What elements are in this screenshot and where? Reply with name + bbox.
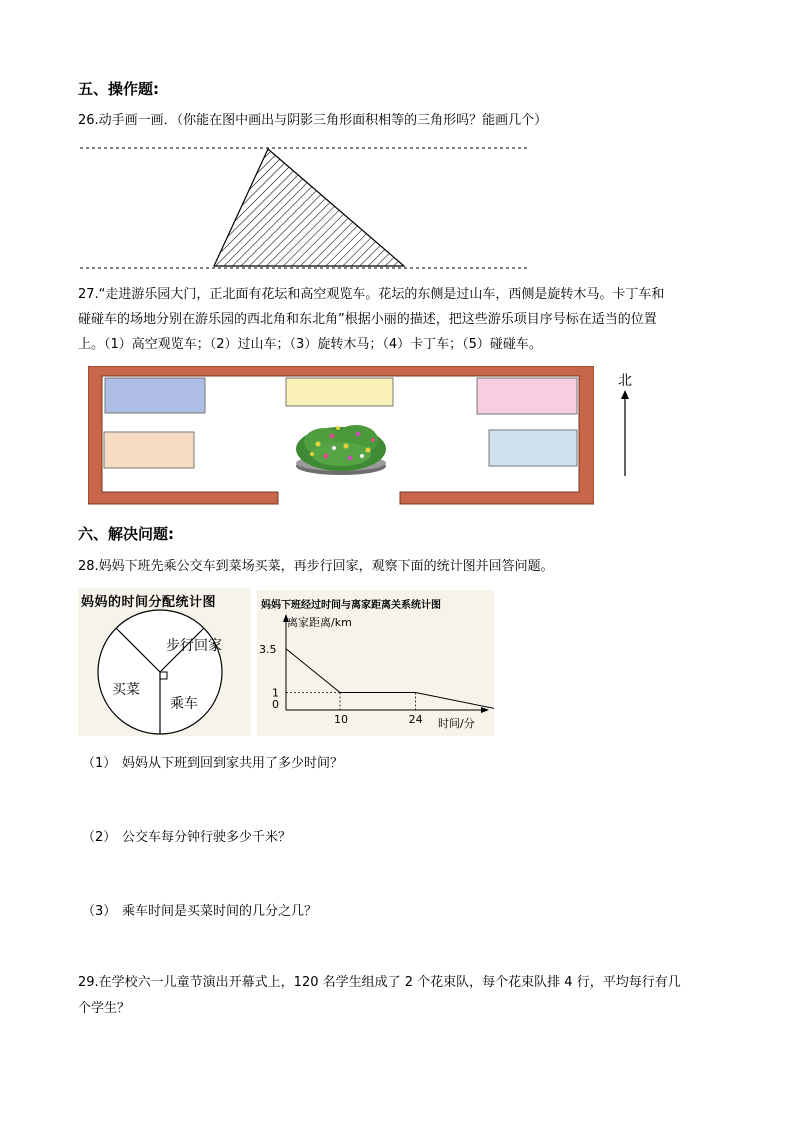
- east-wall: [579, 366, 594, 504]
- line-chart: [257, 590, 494, 736]
- subquestion-1-text: 妈妈从下班到回到家共用了多少时间？: [122, 756, 344, 771]
- plot-northeast[interactable]: [477, 378, 577, 414]
- triangle-figure: [78, 140, 534, 272]
- line-chart-title: 妈妈下班经过时间与离家距离关系统计图: [261, 600, 441, 611]
- subquestion-3-number: （3）: [82, 904, 117, 919]
- subquestion-2: [82, 826, 291, 845]
- plot-north-center[interactable]: [286, 378, 393, 406]
- subquestion-3-text: 乘车时间是买菜时间的几分之几？: [122, 904, 318, 919]
- question-28-text: 28.妈妈下班先乘公交车到菜场买菜，再步行回家，观察下面的统计图并回答问题。: [78, 559, 554, 574]
- park-map: [88, 366, 594, 506]
- line-chart-panel: [257, 590, 494, 736]
- pie-chart: [78, 588, 251, 736]
- pie-label-ride: 乘车: [170, 696, 198, 712]
- question-27-line-2: 碰碰车的场地分别在游乐园的西北角和东北角”根据小丽的描述，把这些游乐项目序号标在适当的位置: [78, 312, 657, 327]
- question-29-line-2: 个学生？: [78, 1001, 131, 1016]
- question-29-line-1: 29.在学校六一儿童节演出开幕式上，120 名学生组成了 2 个花束队，每个花束队排 4 行，平均每行有几: [78, 975, 681, 990]
- distance-series-line: [286, 649, 494, 710]
- x-tick-24: 24: [408, 713, 423, 726]
- pie-chart-title: 妈妈的时间分配统计图: [81, 595, 217, 610]
- x-axis-label: 时间/分: [438, 717, 475, 730]
- y-tick-3-5: 3.5: [259, 642, 277, 656]
- plot-northwest[interactable]: [105, 378, 205, 413]
- north-label: 北: [618, 373, 632, 389]
- section-heading-6: 六、解决问题:: [78, 525, 174, 543]
- plot-east[interactable]: [489, 430, 577, 466]
- subquestion-1-number: （1）: [82, 756, 117, 771]
- north-arrow-icon: [619, 390, 631, 478]
- section-heading-5: 五、操作题:: [78, 80, 159, 98]
- subquestion-1: [82, 752, 343, 771]
- x-axis-arrow: [481, 707, 489, 713]
- subquestion-2-text: 公交车每分钟行驶多少千米？: [122, 830, 292, 845]
- y-tick-1: 1: [272, 686, 279, 700]
- y-tick-0: 0: [272, 698, 279, 711]
- plot-west[interactable]: [104, 432, 194, 468]
- x-tick-10: 10: [334, 713, 348, 726]
- north-wall: [88, 366, 594, 376]
- west-wall: [88, 366, 102, 504]
- question-27-line-3: 上。（1）高空观览车；（2）过山车；（3）旋转木马；（4）卡丁车；（5）碰碰车。: [78, 337, 542, 352]
- flower-bed: [296, 425, 386, 475]
- shaded-triangle: [214, 149, 404, 266]
- south-wall-left: [88, 492, 278, 504]
- south-wall-right: [400, 492, 594, 504]
- y-axis-label: 离家距离/km: [287, 616, 352, 629]
- question-26-text: 26.动手画一画．（你能在图中画出与阴影三角形面积相等的三角形吗？能画几个）: [78, 113, 548, 128]
- question-27-line-1: 27.“走进游乐园大门，正北面有花坛和高空观览车。花坛的东侧是过山车，西侧是旋转木马。卡丁车和: [78, 287, 665, 302]
- subquestion-3: [82, 900, 317, 919]
- subquestion-2-number: （2）: [82, 830, 117, 845]
- pie-chart-panel: [78, 588, 251, 736]
- pie-label-walk: 步行回家: [166, 638, 222, 654]
- pie-label-buy: 买菜: [112, 682, 140, 698]
